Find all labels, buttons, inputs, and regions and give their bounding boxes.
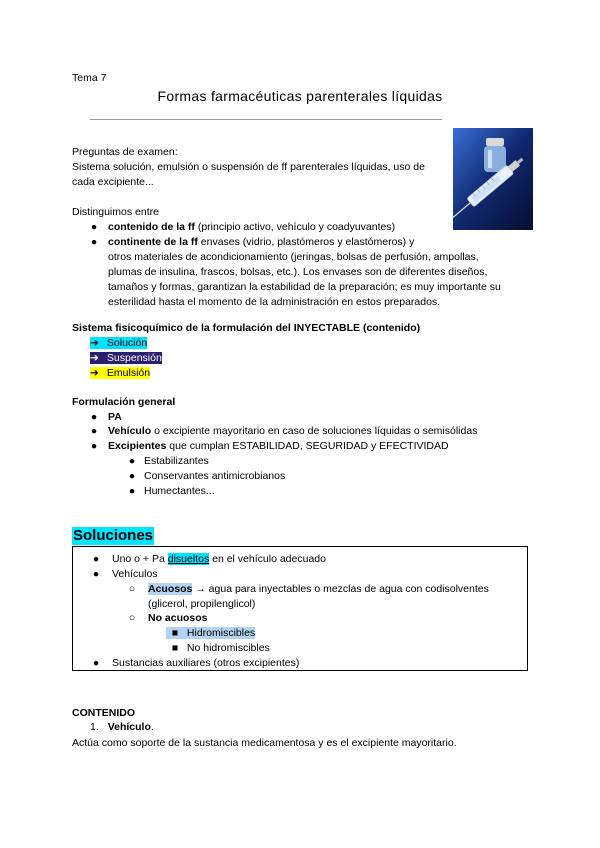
list-item: ● Sustancias auxiliares (otros excipientes) <box>90 656 299 671</box>
system-heading: Sistema fisicoquímico de la formulación del INYECTABLE (contenido) <box>72 322 421 334</box>
list-item: ● Humectantes... <box>126 484 215 499</box>
list-item: ● Uno o + Pa disueltos en el vehículo adecuado <box>90 552 326 567</box>
bullet-icon: ● <box>90 440 98 452</box>
bullet-icon: ● <box>90 411 98 423</box>
circle-bullet-icon: ○ <box>128 612 136 624</box>
list-item <box>90 235 414 250</box>
list-item: ● Conservantes antimicrobianos <box>126 469 285 484</box>
list-item: ● Excipientes que cumplan ESTABILIDAD, SEGURIDAD y EFECTIVIDAD <box>90 439 449 454</box>
bullet-icon: ● <box>92 568 100 580</box>
list-item: ■ No hidromiscibles <box>166 641 270 656</box>
title-divider <box>90 119 442 120</box>
bullet-icon: ● <box>128 470 136 482</box>
acuosos-line-2: (glicerol, propilenglicol) <box>148 598 256 610</box>
square-bullet-icon: ■ <box>171 627 179 639</box>
disueltos-link: disueltos <box>167 553 210 565</box>
list-item: 1. Vehículo. <box>90 721 154 733</box>
continente-line-4: esterilidad hasta el momento de la administración en estos preparados. <box>108 296 441 308</box>
list-item: ● Estabilizantes <box>126 454 209 469</box>
list-item: ■ Hidromiscibles <box>166 626 255 641</box>
bullet-icon: ● <box>90 221 98 233</box>
general-heading: Formulación general <box>72 396 176 408</box>
arrow-right-icon: ➔ <box>90 337 99 349</box>
arrow-right-icon: ➔ <box>90 367 99 379</box>
syringe-vial-icon <box>453 128 533 230</box>
continente-line-2: plumas de insulina, frascos, bolsas, etc.). Los envases son de diferentes diseños, <box>108 266 488 278</box>
topic-label: Tema 7 <box>72 72 107 84</box>
system-item-solucion: ➔ Solución <box>90 337 148 349</box>
exam-label: Preguntas de examen: <box>72 146 178 158</box>
list-item <box>90 220 395 235</box>
continente-term: continente de la ff <box>108 236 198 248</box>
exam-text-line-2: cada excipiente... <box>72 176 154 188</box>
system-item-suspension: ➔ Suspensión <box>90 352 162 364</box>
bullet-icon: ● <box>128 485 136 497</box>
continente-line-3: tamaños y formas, garantizan la estabilidad de la preparación; es muy importante su <box>108 281 501 293</box>
bullet-icon: ● <box>90 425 98 437</box>
arrow-right-icon: ➔ <box>90 352 99 364</box>
list-item: ● Vehículos <box>90 567 158 582</box>
bullet-icon: ● <box>92 657 100 669</box>
section-heading-soluciones: Soluciones <box>73 527 154 544</box>
contenido-heading: CONTENIDO <box>72 707 135 719</box>
page-title: Formas farmacéuticas parenterales líquidas <box>157 88 443 104</box>
list-item: ● PA <box>90 410 122 425</box>
list-item: ○ No acuosos <box>126 611 208 626</box>
distinguish-intro: Distinguimos entre <box>72 206 159 218</box>
bullet-icon: ● <box>128 455 136 467</box>
bullet-icon: ● <box>90 236 98 248</box>
list-item: ● Vehículo o excipiente mayoritario en caso de soluciones líquidas o semisólidas <box>90 424 477 439</box>
contenido-description: Actúa como soporte de la sustancia medicamentosa y es el excipiente mayoritario. <box>72 737 457 749</box>
square-bullet-icon: ■ <box>171 642 179 654</box>
circle-bullet-icon: ○ <box>128 583 136 595</box>
contenido-desc: (principio activo, vehículo y coadyuvantes) <box>194 221 396 233</box>
list-item: ○ Acuosos → agua para inyectables o mezclas de agua con codisolventes <box>126 582 489 597</box>
contenido-term: contenido de la ff <box>108 221 195 233</box>
bullet-icon: ● <box>92 553 100 565</box>
continente-line-1: otros materiales de acondicionamiento (jeringas, bolsas de perfusión, ampollas, <box>108 251 479 263</box>
exam-text-line-1: Sistema solución, emulsión o suspensión de ff parenterales líquidas, uso de <box>72 161 425 173</box>
system-item-emulsion: ➔ Emulsión <box>90 367 151 379</box>
continente-desc: envases (vidrio, plastómeros y elastómeros) y <box>197 236 415 248</box>
syringe-photo <box>453 128 533 230</box>
